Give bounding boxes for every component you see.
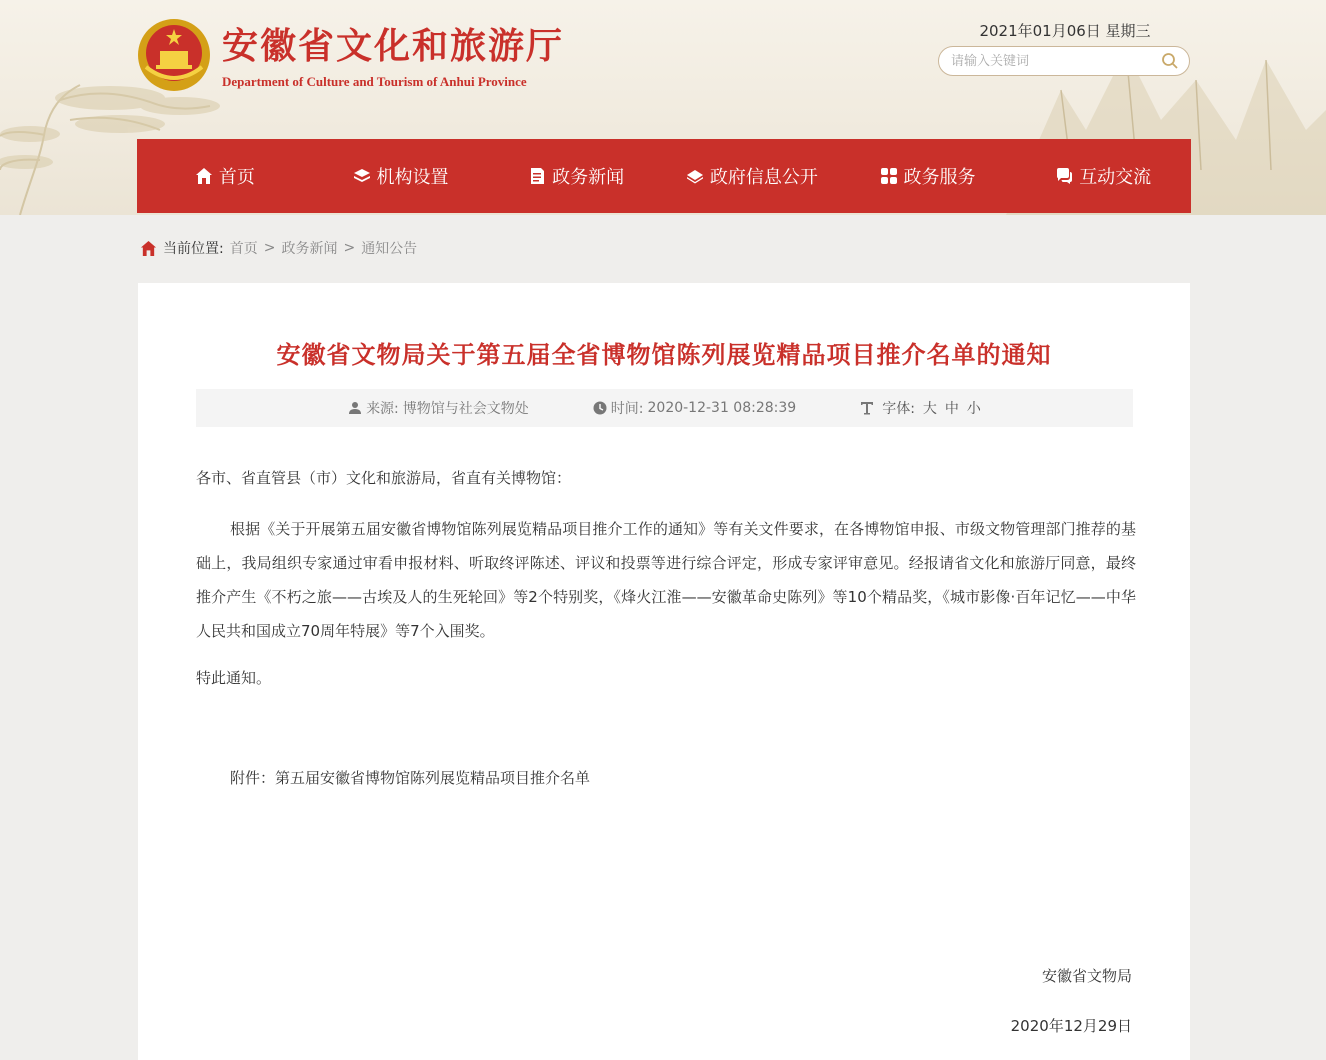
chat-icon	[1055, 167, 1073, 185]
breadcrumb	[140, 238, 417, 258]
current-date: 2021年01月06日 星期三	[979, 22, 1151, 40]
article-panel	[138, 283, 1190, 1060]
time-label: 时间:	[610, 401, 644, 417]
breadcrumb-link-notices[interactable]: 通知公告	[361, 241, 418, 257]
meta-time	[593, 398, 796, 418]
nav-label: 政务新闻	[552, 167, 625, 188]
font-size-small-button[interactable]: 小	[966, 401, 981, 417]
article-meta-bar	[196, 389, 1133, 427]
nav-item-organization[interactable]	[313, 139, 489, 213]
article-paragraph: 根据《关于开展第五届安徽省博物馆陈列展览精品项目推介工作的通知》等有关文件要求，在各博物馆申报、市级文物管理部门推荐的基础上，我局组织专家通过审看申报材料、听取终评陈述、评议和投票等进行综合评定，形成专家评审意见。经报请省文化和旅游厅同意，最终推介产生《不朽之旅——古埃及人的生死轮回》等2个特别奖，《烽火江淮——安徽革命史陈列》等10个精品奖，《城市影像·百年记忆——中华人民共和国成立70周年特展》等7个入围奖。	[196, 520, 1136, 640]
source-label: 来源:	[366, 401, 399, 417]
search-box[interactable]	[938, 46, 1190, 76]
article-title: 安徽省文物局关于第五届全省博物馆陈列展览精品项目推介名单的通知	[276, 341, 1052, 369]
nav-item-news[interactable]	[488, 139, 664, 213]
article-sign-date: 2020年12月29日	[1010, 1017, 1132, 1035]
nav-label: 互动交流	[1079, 167, 1152, 188]
nav-label: 政务服务	[903, 167, 976, 188]
clock-icon	[593, 401, 607, 415]
meta-font-size	[860, 398, 981, 418]
search-icon[interactable]	[1161, 52, 1179, 70]
nav-item-info-disclosure[interactable]	[664, 139, 840, 213]
grid-icon	[880, 167, 898, 185]
article-salutation: 各市、省直管县（市）文化和旅游局，省直有关博物馆：	[196, 469, 572, 487]
site-subtitle: Department of Culture and Tourism of Anhui Province	[222, 74, 527, 89]
home-icon	[140, 240, 157, 257]
nav-label: 机构设置	[376, 167, 449, 188]
main-navigation	[137, 139, 1191, 213]
meta-source	[348, 398, 529, 418]
font-size-icon	[860, 401, 874, 415]
nav-item-services[interactable]	[840, 139, 1016, 213]
diamond-icon	[686, 167, 704, 185]
search-input[interactable]	[951, 51, 1151, 71]
national-emblem-logo	[136, 17, 212, 93]
nav-item-interaction[interactable]	[1015, 139, 1191, 213]
breadcrumb-separator: >	[263, 240, 276, 256]
nav-label: 首页	[218, 167, 255, 188]
home-icon	[195, 167, 213, 185]
article-signature: 安徽省文物局	[1041, 967, 1132, 985]
nav-item-home[interactable]	[137, 139, 313, 213]
user-icon	[348, 401, 362, 415]
nav-label: 政府信息公开	[709, 167, 818, 188]
article-closing: 特此通知。	[196, 669, 272, 687]
breadcrumb-separator: >	[343, 240, 356, 256]
time-value: 2020-12-31 08:28:39	[647, 400, 797, 416]
article-attachment-link[interactable]: 附件：第五届安徽省博物馆陈列展览精品项目推介名单	[230, 769, 591, 787]
site-title: 安徽省文化和旅游厅	[222, 25, 565, 67]
layers-icon	[353, 167, 371, 185]
breadcrumb-label: 当前位置:	[163, 241, 224, 257]
breadcrumb-link-news[interactable]: 政务新闻	[281, 241, 338, 257]
font-size-medium-button[interactable]: 中	[944, 401, 959, 417]
source-value: 博物馆与社会文物处	[402, 401, 529, 417]
font-label: 字体:	[882, 401, 915, 417]
breadcrumb-link-home[interactable]: 首页	[229, 241, 258, 257]
font-size-large-button[interactable]: 大	[922, 401, 937, 417]
document-icon	[528, 167, 546, 185]
